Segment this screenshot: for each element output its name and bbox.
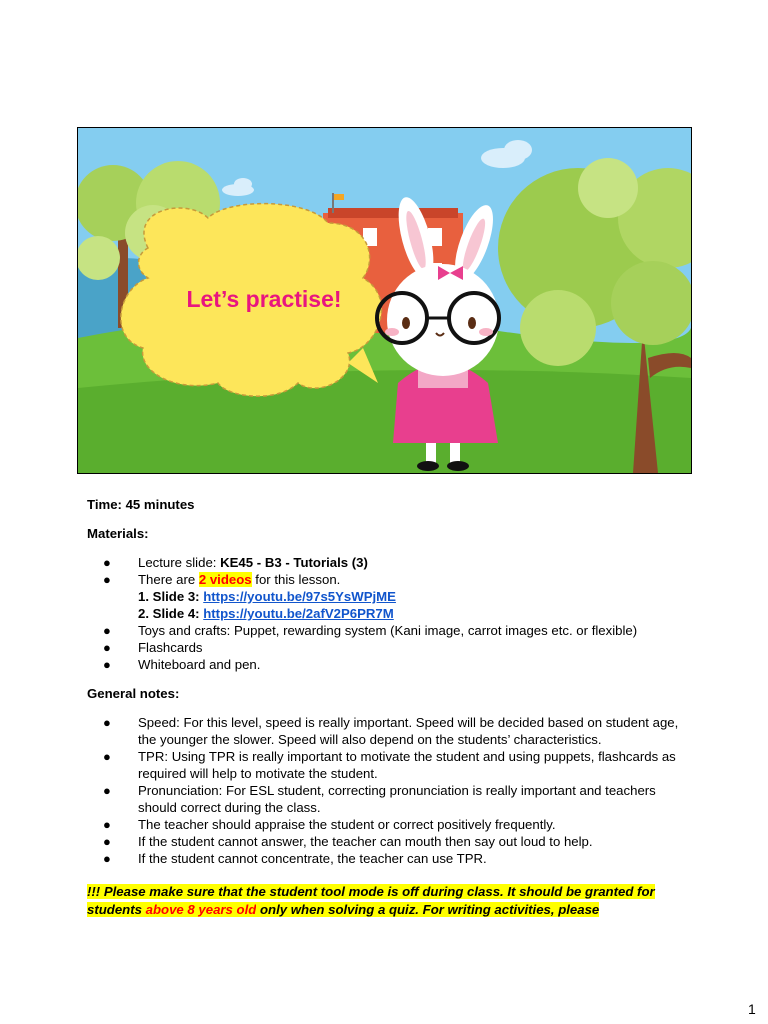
note-cannot-answer: ● If the student cannot answer, the teacher can mouth then say out loud to help. (103, 834, 593, 849)
materials-item-toys: ● Toys and crafts: Puppet, rewarding system (Kani image, carrot images etc. or flexible) (103, 623, 638, 638)
bullet-icon: ● (103, 640, 111, 655)
video-link-1[interactable]: https://youtu.be/97s5YsWPjME (203, 589, 396, 604)
slide-title: Let’s practise! (186, 286, 342, 312)
note-appraise: ● The teacher should appraise the student or correct positively frequently. (103, 817, 556, 832)
materials-item-lecture: ● Lecture slide: KE45 - B3 - Tutorials (3) (103, 555, 368, 570)
age-highlight: above 8 years old (145, 902, 257, 917)
slide-illustration (78, 128, 691, 473)
bullet-icon: ● (103, 749, 111, 764)
bullet-icon: ● (103, 657, 111, 672)
bullet-icon: ● (103, 572, 111, 587)
general-notes-heading: General notes: (87, 686, 180, 701)
bullet-icon: ● (103, 623, 111, 638)
materials-item-flashcards: ● Flashcards (103, 640, 203, 655)
bullet-icon: ● (103, 851, 111, 866)
videos-count-highlight: 2 videos (198, 572, 252, 587)
lesson-time: Time: 45 minutes (87, 497, 195, 512)
lesson-plan-content (87, 496, 687, 932)
bullet-icon: ● (103, 817, 111, 832)
bullet-icon: ● (103, 555, 111, 570)
materials-item-whiteboard: ● Whiteboard and pen. (103, 657, 261, 672)
general-notes-list (87, 714, 687, 867)
video-link-slide-3: 1. Slide 3: https://youtu.be/97s5YsWPjME (138, 589, 396, 604)
note-tpr: ● TPR: Using TPR is really important to motivate the student and using puppets, flashcards as required will help to motivate the student. (103, 749, 676, 781)
materials-item-videos: ● There are 2 videos for this lesson. (103, 572, 341, 587)
page-number: 1 (748, 1001, 756, 1017)
student-tool-warning: !!! Please make sure that the student tool mode is off during class. It should be granted for students above 8 years old only when solving a quiz. For writing activities, please (87, 884, 655, 917)
bullet-icon: ● (103, 834, 111, 849)
note-speed: ● Speed: For this level, speed is really important. Speed will be decided based on student age, the younger the slower. Speed will also depend on the students’ characteristics. (103, 715, 679, 747)
note-pronunciation: ● Pronunciation: For ESL student, correcting pronunciation is really important and teachers should correct during the class. (103, 783, 656, 815)
video-link-2[interactable]: https://youtu.be/2afV2P6PR7M (203, 606, 394, 621)
bullet-icon: ● (103, 715, 111, 730)
note-cannot-concentrate: ● If the student cannot concentrate, the teacher can use TPR. (103, 851, 487, 866)
lecture-slide-name: KE45 - B3 - Tutorials (3) (220, 555, 368, 570)
materials-heading: Materials: (87, 526, 149, 541)
lesson-slide-image (77, 127, 692, 474)
materials-list (87, 554, 687, 673)
video-link-slide-4: 2. Slide 4: https://youtu.be/2afV2P6PR7M (138, 606, 394, 621)
bullet-icon: ● (103, 783, 111, 798)
